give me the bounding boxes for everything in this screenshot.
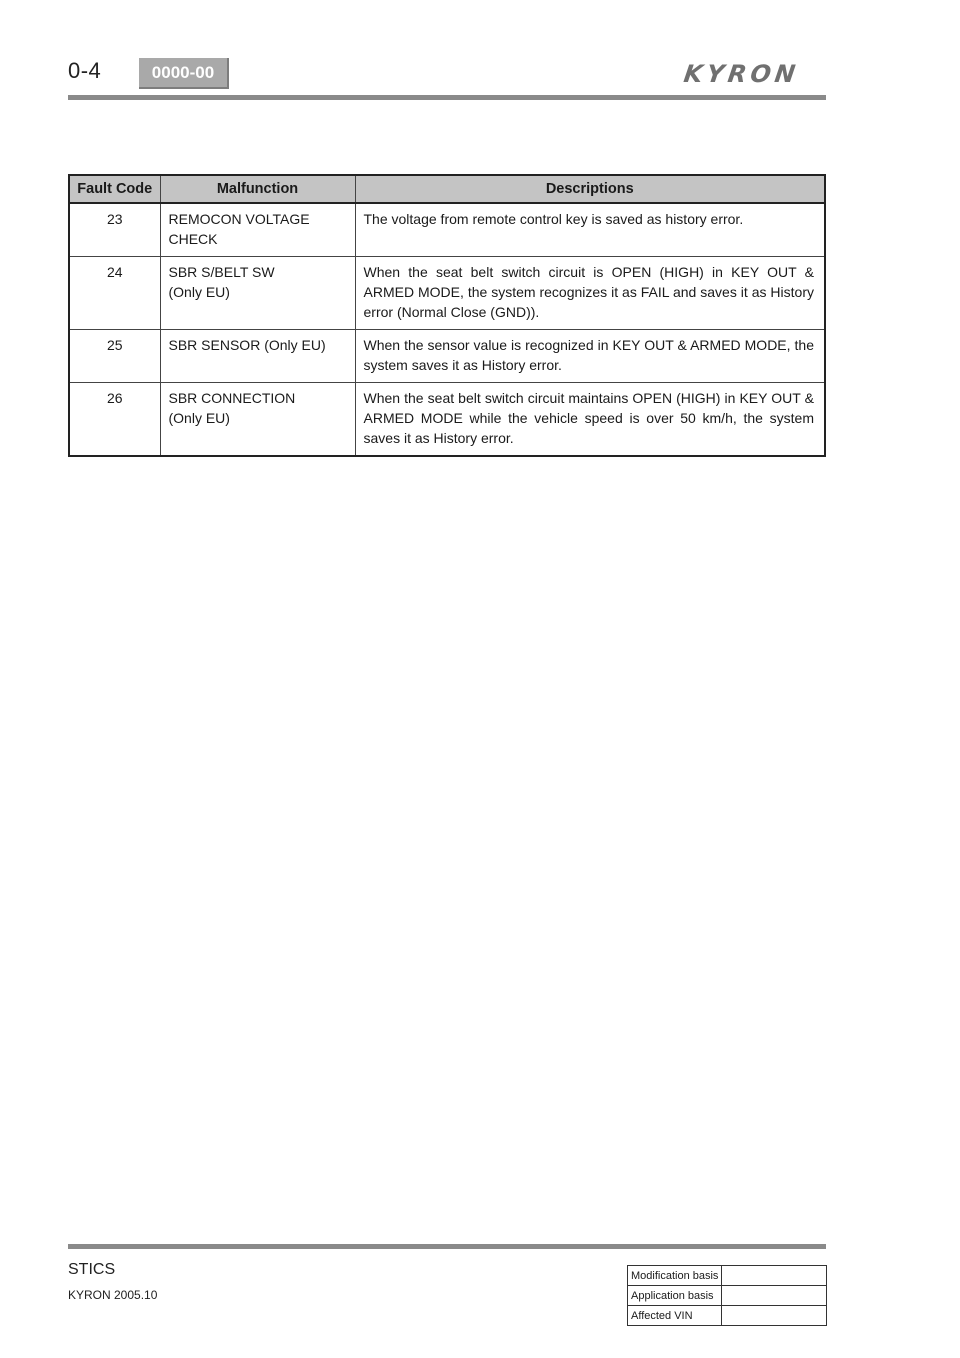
malfunction-line: SBR CONNECTION	[168, 390, 296, 406]
header-descriptions: Descriptions	[355, 175, 825, 203]
application-basis-value	[722, 1286, 827, 1306]
malfunction-cell	[160, 383, 355, 457]
fault-code-cell: 26	[69, 383, 160, 457]
malfunction-line: CHECK	[168, 231, 218, 247]
modification-table	[627, 1265, 827, 1326]
malfunction-line: REMOCON VOLTAGE	[168, 211, 310, 227]
modification-row	[628, 1266, 827, 1286]
application-basis-label: Application basis	[628, 1286, 722, 1306]
malfunction-line: (Only EU)	[168, 284, 230, 300]
modification-basis-label: Modification basis	[628, 1266, 722, 1286]
fault-code-cell: 24	[69, 257, 160, 330]
malfunction-cell	[160, 257, 355, 330]
affected-vin-label: Affected VIN	[628, 1306, 722, 1326]
table-row	[69, 383, 825, 457]
description-cell: When the seat belt switch circuit maintains OPEN (HIGH) in KEY OUT & ARMED MODE while the vehicle speed is over 50 km/h, the system saves it as History error.	[355, 383, 825, 457]
table-row	[69, 203, 825, 257]
header-malfunction: Malfunction	[160, 175, 355, 203]
section-code-badge: 0000-00	[139, 58, 229, 89]
table-row	[69, 330, 825, 383]
modification-basis-value	[722, 1266, 827, 1286]
malfunction-cell	[160, 330, 355, 383]
modification-row	[628, 1306, 827, 1326]
malfunction-line: (Only EU)	[168, 410, 230, 426]
fault-code-cell: 23	[106, 211, 123, 227]
table-header-row	[69, 175, 825, 203]
affected-vin-value	[722, 1306, 827, 1326]
footer-chapter: STICS	[68, 1261, 116, 1278]
modification-row	[628, 1286, 827, 1306]
malfunction-cell	[160, 203, 355, 257]
table-row	[69, 257, 825, 330]
footer-edition: KYRON 2005.10	[68, 1288, 158, 1302]
description-cell: When the sensor value is recognized in KEY OUT & ARMED MODE, the system saves it as History error.	[355, 330, 825, 383]
fault-code-table	[68, 174, 826, 457]
kyron-logo: KYRON	[682, 60, 801, 88]
header-fault-code: Fault Code	[69, 175, 160, 203]
description-cell: When the seat belt switch circuit is OPEN (HIGH) in KEY OUT & ARMED MODE, the system recognizes it as FAIL and saves it as History error (Normal Close (GND)).	[355, 257, 825, 330]
fault-code-cell: 25	[69, 330, 160, 383]
malfunction-line: SBR SENSOR (Only EU)	[168, 337, 326, 353]
header-divider	[68, 95, 826, 100]
footer-divider	[68, 1244, 826, 1249]
description-cell: The voltage from remote control key is saved as history error.	[355, 203, 825, 257]
malfunction-line: SBR S/BELT SW	[168, 264, 275, 280]
page-number: 0-4	[68, 58, 102, 83]
